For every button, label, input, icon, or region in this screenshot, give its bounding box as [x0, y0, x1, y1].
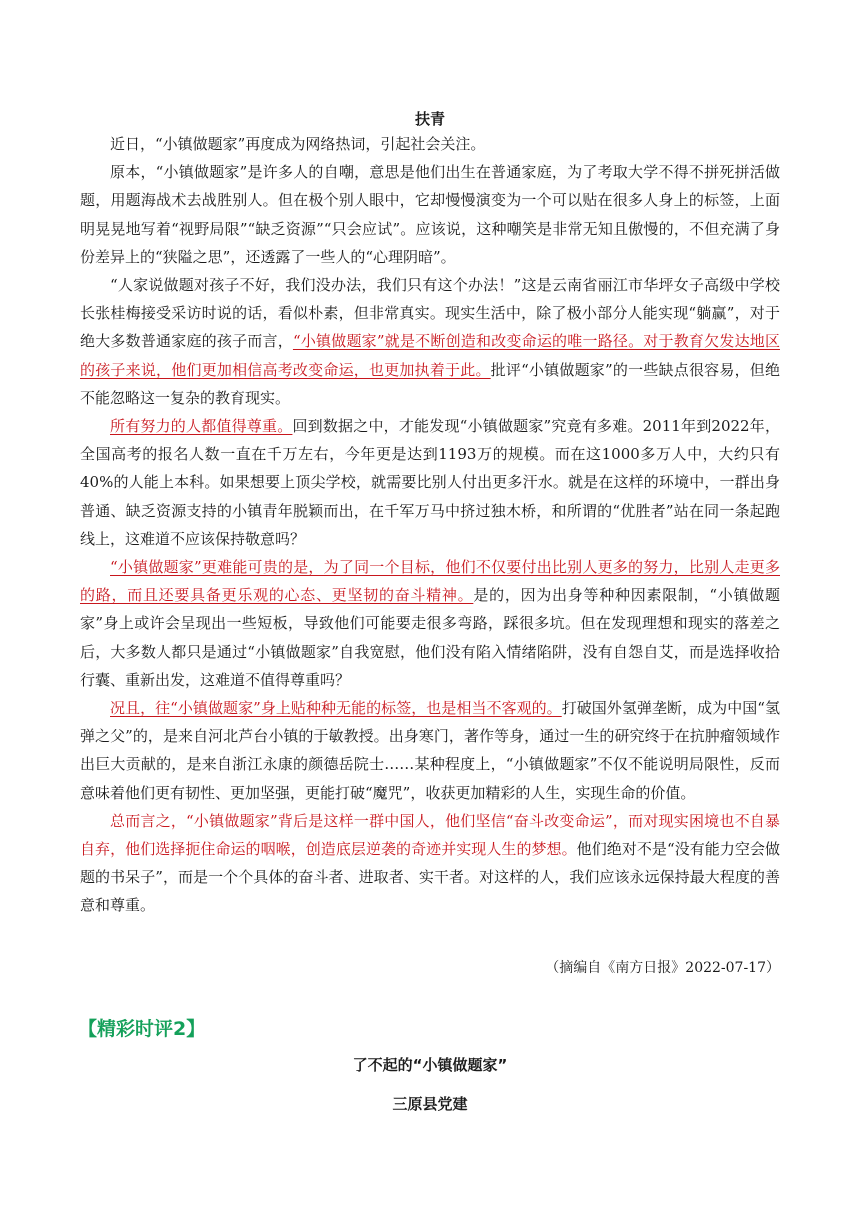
article2-author: 三原县党建 [392, 1095, 468, 1113]
paragraph [80, 553, 780, 694]
highlighted-segment: 所有努力的人都值得尊重。 [110, 417, 293, 436]
paragraph [80, 130, 780, 158]
article-body [80, 130, 780, 920]
highlighted-segment: “小镇做题家”就是不断创造和改变命运的唯一路径。对于教育欠发达地区的孩子来说，他们更加相信高考改变命运，也更加执着于此。 [80, 332, 780, 379]
paragraph [80, 807, 780, 920]
paragraph [80, 694, 780, 807]
paragraph [80, 158, 780, 271]
text-segment: 回到数据之中，才能发现“小镇做题家”究竟有多难。2011年到2022年，全国高考的报名人数一直在千万左右，今年更是达到1193万的规模。而在这1000多万人中，大约只有40%的人能上本科。如果想要上顶尖学校，就需要比别人付出更多汗水。就是在这样的环境中，一群出身普通、缺乏资源支持的小镇青年脱颖而出，在千军万马中挤过独木桥，和所谓的“优胜者”站在同一条起跑线上，这难道不应该保持敬意吗？ [80, 417, 780, 548]
article-author: 扶青 [414, 110, 445, 128]
section-heading: 【精彩时评2】 [78, 1018, 206, 1040]
text-segment: 打破国外氢弹垄断，成为中国“氢弹之父”的，是来自河北芦台小镇的于敏教授。出身寒门，著作等身，通过一生的研究终于在抗肿瘤领域作出巨大贡献的，是来自浙江永康的颜德岳院士……某种程度上，“小镇做题家”不仅不能说明局限性，反而意味着他们更有韧性、更加坚强，更能打破“魔咒”，收获更加精彩的人生，实现生命的价值。 [80, 699, 781, 802]
highlighted-segment: 况且，往“小镇做题家”身上贴种种无能的标签，也是相当不客观的。 [110, 699, 562, 718]
text-segment: “人家说做题对孩子不好，我们没办法，我们只有这个办法！”这是云南省丽江市华坪女子高级中学校长张桂梅接受采访时说的话，看似朴素，但非常真实。现实生活中，除了极小部分人能实现“躺赢”，对于绝大多数普通家庭的孩子而言， [80, 276, 780, 351]
text-segment: 是的，因为出身等种种因素限制，“小镇做题家”身上或许会呈现出一些短板，导致他们可能要走很多弯路，踩很多坑。但在发现理想和现实的落差之后，大多数人都只是通过“小镇做题家”自我宽慰，他们没有陷入情绪陷阱，没有自怨自艾，而是选择收拾行囊、重新出发，这难道不值得尊重吗？ [80, 586, 780, 689]
text-segment: 他们绝对不是“没有能力空会做题的书呆子”，而是一个个具体的奋斗者、进取者、实干者。对这样的人，我们应该永远保持最大程度的善意和尊重。 [80, 840, 780, 915]
article-source: （摘编自《南方日报》2022-07-17） [545, 960, 780, 976]
highlighted-segment: “小镇做题家”更难能可贵的是，为了同一个目标，他们不仅要付出比别人更多的努力，比别人走更多的路，而且还要具备更乐观的心态、更坚韧的奋斗精神。 [80, 558, 780, 605]
paragraph [80, 271, 780, 412]
text-segment: 原本，“小镇做题家”是许多人的自嘲，意思是他们出生在普通家庭，为了考取大学不得不拼死拼活做题，用题海战术去战胜别人。但在极个别人眼中，它却慢慢演变为一个可以贴在很多人身上的标签，上面明晃晃地写着“视野局限”“缺乏资源”“只会应试”。应该说，这种嘲笑是非常无知且傲慢的，不但充满了身份差异上的“狭隘之思”，还透露了一些人的“心理阴暗”。 [80, 163, 780, 266]
highlighted-segment: 总而言之，“小镇做题家”背后是这样一群中国人，他们坚信“奋斗改变命运”，而对现实困境也不自暴自弃，他们选择扼住命运的咽喉，创造底层逆袭的奇迹并实现人生的梦想。 [80, 811, 780, 859]
article2-title: 了不起的“小镇做题家” [352, 1056, 508, 1074]
text-segment: 近日，“小镇做题家”再度成为网络热词，引起社会关注。 [110, 135, 486, 153]
text-segment: 批评“小镇做题家”的一些缺点很容易，但绝不能忽略这一复杂的教育现实。 [80, 360, 780, 407]
paragraph [80, 412, 780, 553]
